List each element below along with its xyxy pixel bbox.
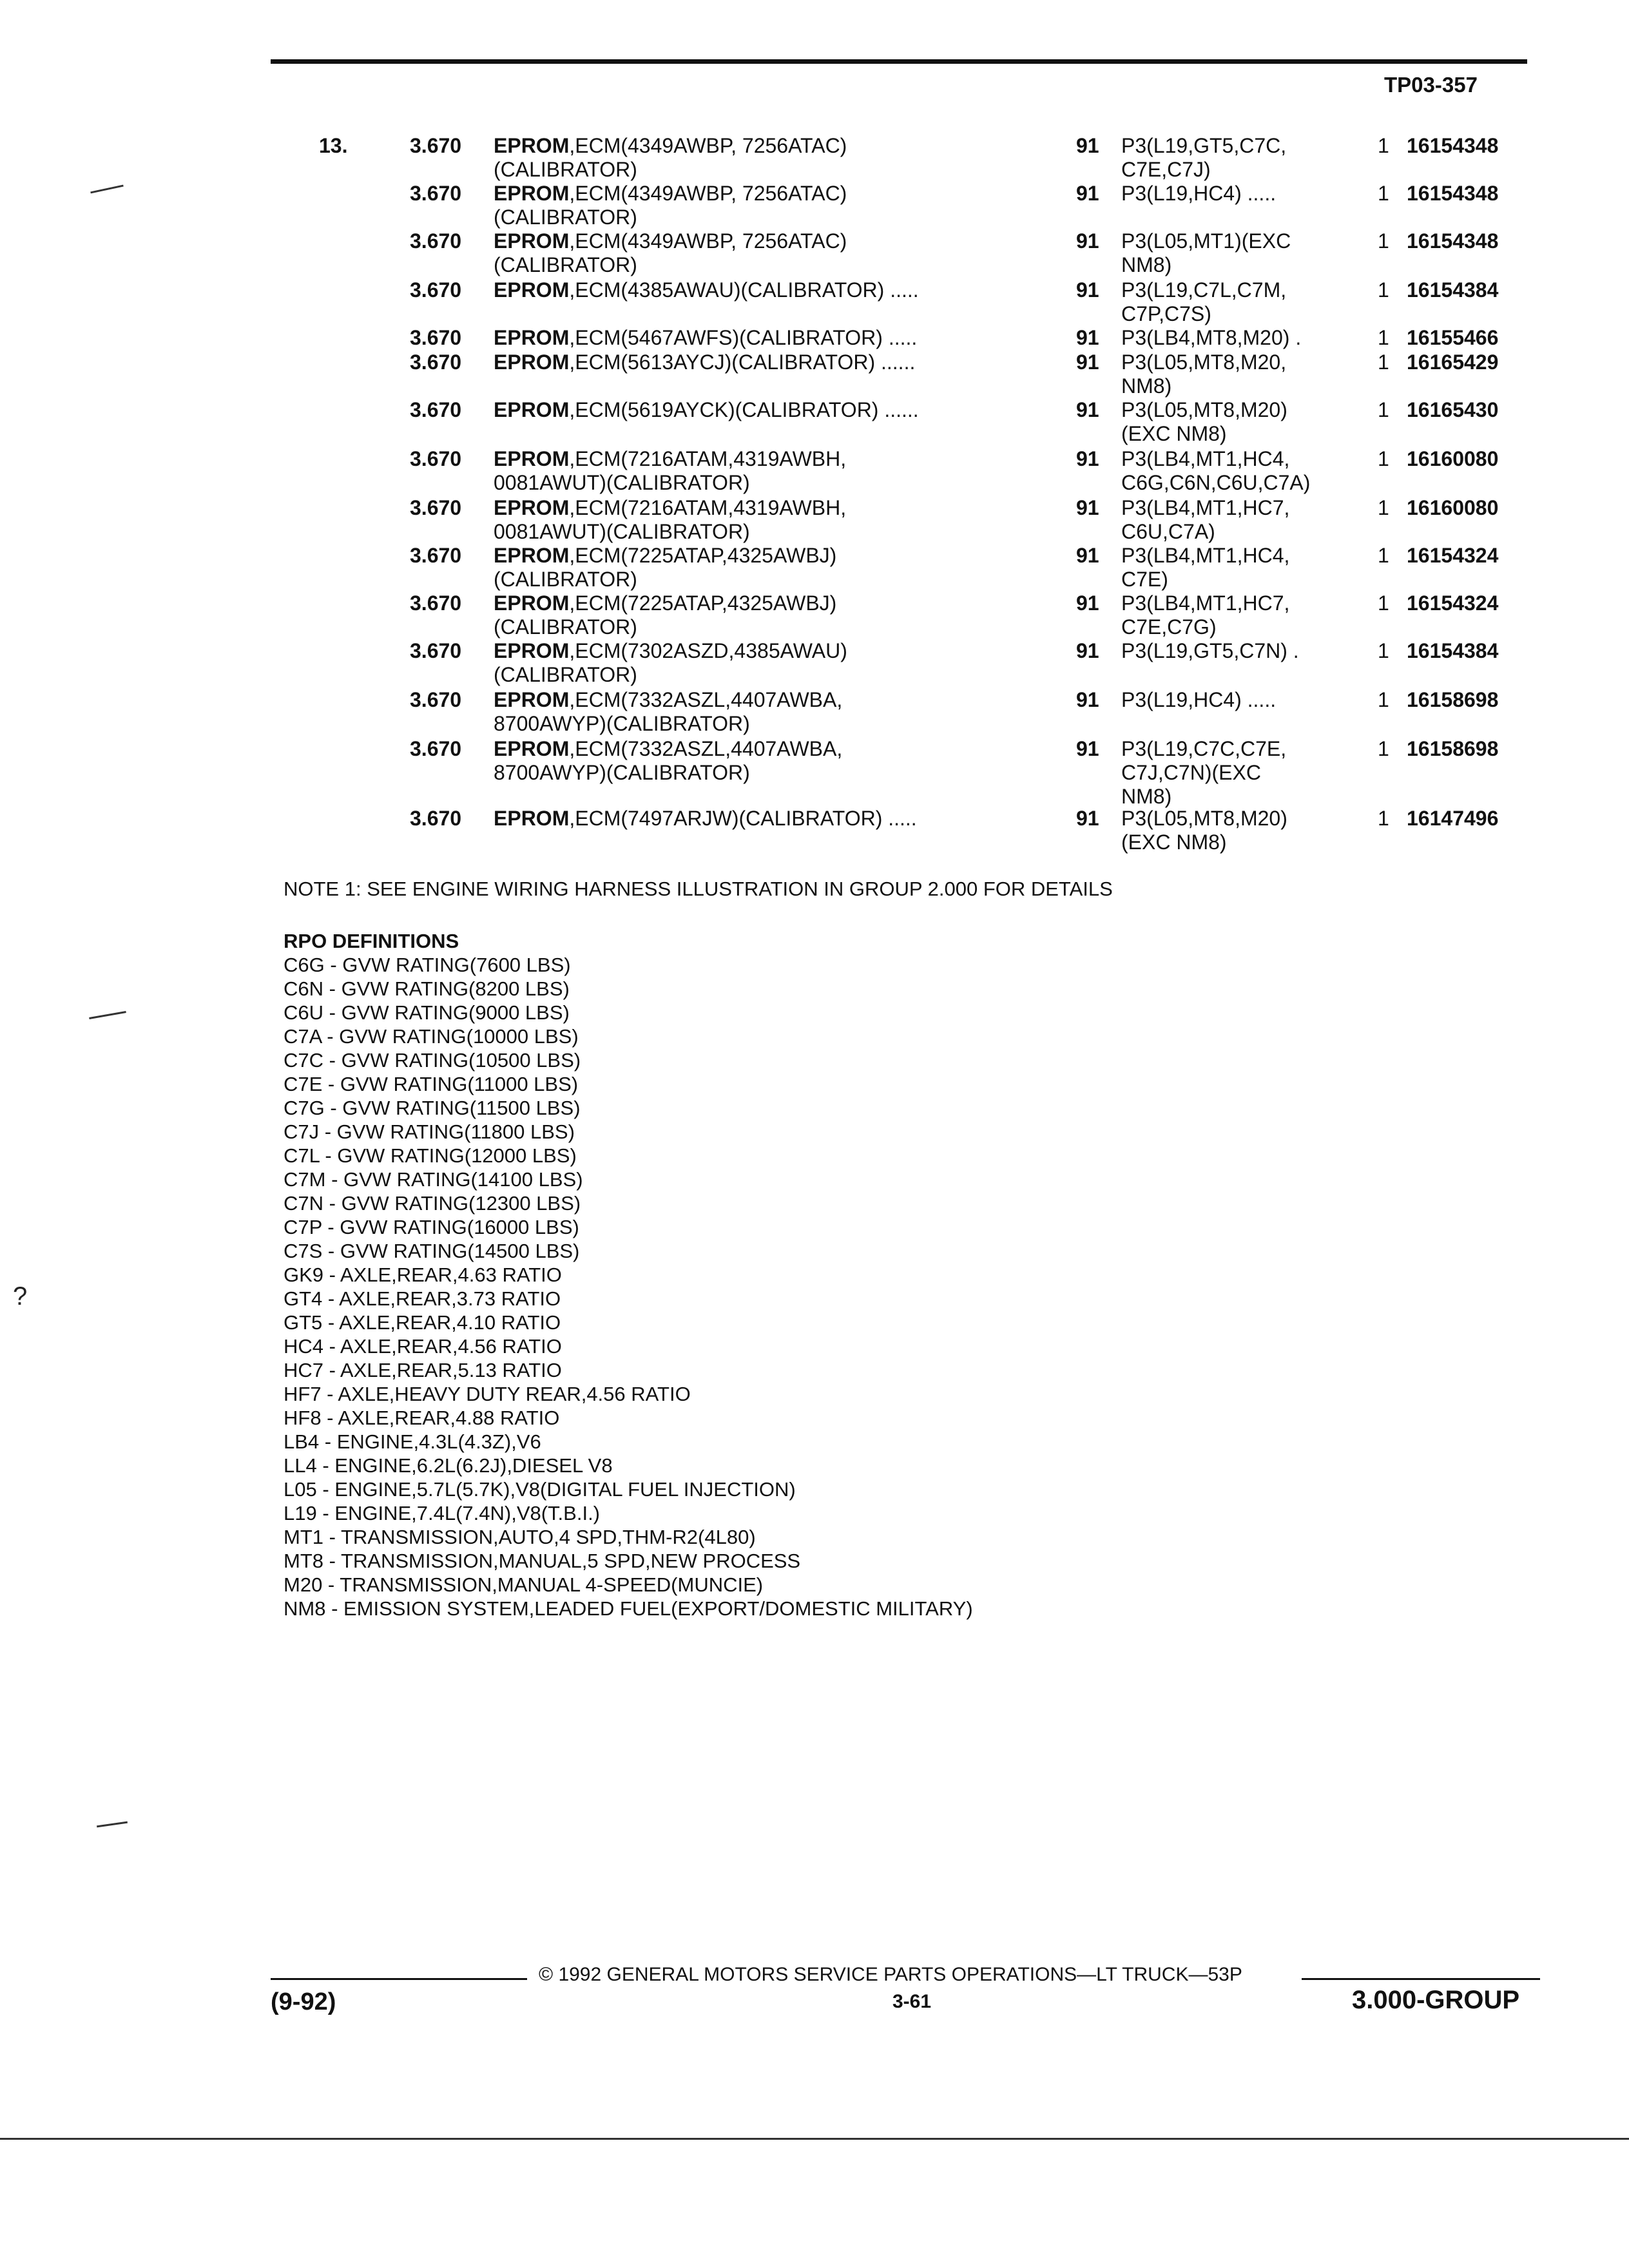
part-description bbox=[494, 351, 915, 374]
usage-line: C7J,C7N)(EXC bbox=[1121, 761, 1261, 784]
part-number: 16154324 bbox=[1407, 544, 1499, 567]
description-line-2: (CALIBRATOR) bbox=[494, 158, 637, 181]
usage-line: (EXC NM8) bbox=[1121, 831, 1227, 854]
rpo-item: C7G - GVW RATING(11500 LBS) bbox=[284, 1097, 581, 1119]
rpo-item: C6G - GVW RATING(7600 LBS) bbox=[284, 954, 571, 976]
model-year: 91 bbox=[1076, 496, 1099, 519]
usage-line: (EXC NM8) bbox=[1121, 422, 1227, 445]
usage-line: P3(LB4,MT1,HC4, bbox=[1121, 544, 1290, 567]
usage-application bbox=[1121, 398, 1287, 446]
usage-line: C7P,C7S) bbox=[1121, 302, 1211, 325]
group-number: 3.670 bbox=[410, 326, 462, 349]
description-line: ,ECM(7332ASZL,4407AWBA, bbox=[569, 737, 843, 760]
part-name: EPROM bbox=[494, 326, 570, 349]
description-line: ,ECM(4385AWAU)(CALIBRATOR) ..... bbox=[569, 278, 919, 302]
part-number: 16158698 bbox=[1407, 737, 1499, 760]
group-number: 3.670 bbox=[410, 278, 462, 302]
usage-application bbox=[1121, 229, 1291, 277]
part-description bbox=[494, 807, 917, 831]
part-name: EPROM bbox=[494, 134, 570, 157]
rpo-item: C7P - GVW RATING(16000 LBS) bbox=[284, 1216, 579, 1238]
part-description bbox=[494, 544, 836, 591]
part-name: EPROM bbox=[494, 544, 570, 567]
usage-line: P3(LB4,MT1,HC7, bbox=[1121, 591, 1290, 615]
usage-line: P3(LB4,MT1,HC7, bbox=[1121, 496, 1290, 519]
rpo-item: C6N - GVW RATING(8200 LBS) bbox=[284, 977, 570, 1000]
group-number: 3.670 bbox=[410, 544, 462, 567]
quantity: 1 bbox=[1378, 807, 1389, 830]
usage-line: C7E,C7J) bbox=[1121, 158, 1211, 181]
rpo-item: MT1 - TRANSMISSION,AUTO,4 SPD,THM-R2(4L80) bbox=[284, 1526, 756, 1548]
group-number: 3.670 bbox=[410, 134, 462, 157]
description-line: ,ECM(7332ASZL,4407AWBA, bbox=[569, 688, 843, 711]
model-year: 91 bbox=[1076, 351, 1099, 374]
usage-line: P3(L19,C7L,C7M, bbox=[1121, 278, 1287, 302]
description-line: ,ECM(7216ATAM,4319AWBH, bbox=[569, 496, 847, 519]
part-description bbox=[494, 591, 836, 639]
rpo-item: LL4 - ENGINE,6.2L(6.2J),DIESEL V8 bbox=[284, 1454, 613, 1477]
usage-line: P3(L05,MT8,M20, bbox=[1121, 351, 1287, 374]
description-line-2: (CALIBRATOR) bbox=[494, 206, 637, 229]
usage-application bbox=[1121, 807, 1287, 854]
model-year: 91 bbox=[1076, 134, 1099, 157]
model-year: 91 bbox=[1076, 807, 1099, 830]
group-number: 3.670 bbox=[410, 229, 462, 253]
part-description bbox=[494, 326, 917, 350]
usage-line: C6U,C7A) bbox=[1121, 520, 1215, 543]
part-number: 16165430 bbox=[1407, 398, 1499, 421]
group-number: 3.670 bbox=[410, 591, 462, 615]
group-number: 3.670 bbox=[410, 807, 462, 830]
part-name: EPROM bbox=[494, 351, 570, 374]
part-description bbox=[494, 278, 919, 302]
description-line-2: (CALIBRATOR) bbox=[494, 253, 637, 276]
usage-line: P3(L19,HC4) ..... bbox=[1121, 688, 1277, 711]
rpo-item: NM8 - EMISSION SYSTEM,LEADED FUEL(EXPORT/DOMESTIC MILITARY) bbox=[284, 1597, 973, 1620]
part-description bbox=[494, 639, 847, 687]
rpo-item: HC4 - AXLE,REAR,4.56 RATIO bbox=[284, 1335, 562, 1358]
rpo-item: MT8 - TRANSMISSION,MANUAL,5 SPD,NEW PROCESS bbox=[284, 1550, 801, 1572]
usage-line: P3(LB4,MT8,M20) . bbox=[1121, 326, 1302, 349]
usage-line: P3(L19,HC4) ..... bbox=[1121, 182, 1277, 205]
group-number: 3.670 bbox=[410, 639, 462, 662]
rpo-item: C7A - GVW RATING(10000 LBS) bbox=[284, 1025, 579, 1048]
part-description bbox=[494, 398, 919, 422]
part-name: EPROM bbox=[494, 398, 570, 421]
usage-line: P3(L05,MT1)(EXC bbox=[1121, 229, 1291, 253]
group-number: 3.670 bbox=[410, 688, 462, 711]
description-line: ,ECM(5619AYCK)(CALIBRATOR) ...... bbox=[569, 398, 919, 421]
rpo-item: HC7 - AXLE,REAR,5.13 RATIO bbox=[284, 1359, 562, 1381]
usage-line: P3(LB4,MT1,HC4, bbox=[1121, 447, 1290, 470]
usage-line: C7E,C7G) bbox=[1121, 615, 1217, 639]
footer-rule-right bbox=[1302, 1978, 1540, 1980]
part-number: 16154348 bbox=[1407, 182, 1499, 205]
part-number: 16154384 bbox=[1407, 639, 1499, 662]
rpo-item: LB4 - ENGINE,4.3L(4.3Z),V6 bbox=[284, 1430, 541, 1453]
usage-application bbox=[1121, 591, 1289, 639]
quantity: 1 bbox=[1378, 398, 1389, 421]
part-number: 16154348 bbox=[1407, 134, 1499, 157]
usage-line: P3(L05,MT8,M20) bbox=[1121, 398, 1287, 421]
description-line-2: 0081AWUT)(CALIBRATOR) bbox=[494, 520, 750, 543]
usage-application bbox=[1121, 326, 1301, 350]
group-number: 3.670 bbox=[410, 182, 462, 205]
model-year: 91 bbox=[1076, 229, 1099, 253]
margin-mark-2 bbox=[89, 1011, 126, 1019]
margin-mark-3 bbox=[97, 1821, 128, 1828]
usage-line: P3(L19,GT5,C7N) . bbox=[1121, 639, 1299, 662]
group-number: 3.670 bbox=[410, 351, 462, 374]
description-line: ,ECM(5467AWFS)(CALIBRATOR) ..... bbox=[569, 326, 918, 349]
part-name: EPROM bbox=[494, 182, 570, 205]
description-line: ,ECM(7302ASZD,4385AWAU) bbox=[569, 639, 847, 662]
part-description bbox=[494, 496, 846, 544]
quantity: 1 bbox=[1378, 229, 1389, 253]
description-line-2: 8700AWYP)(CALIBRATOR) bbox=[494, 761, 750, 784]
rpo-item: C6U - GVW RATING(9000 LBS) bbox=[284, 1001, 570, 1024]
rpo-item: C7C - GVW RATING(10500 LBS) bbox=[284, 1049, 581, 1072]
part-number: 16158698 bbox=[1407, 688, 1499, 711]
usage-application bbox=[1121, 351, 1286, 398]
usage-application bbox=[1121, 447, 1310, 495]
part-name: EPROM bbox=[494, 278, 570, 302]
usage-application bbox=[1121, 737, 1286, 809]
rpo-title: RPO DEFINITIONS bbox=[284, 930, 459, 952]
rpo-item: C7N - GVW RATING(12300 LBS) bbox=[284, 1192, 581, 1215]
part-description bbox=[494, 134, 847, 182]
usage-application bbox=[1121, 639, 1299, 663]
quantity: 1 bbox=[1378, 737, 1389, 760]
quantity: 1 bbox=[1378, 326, 1389, 349]
part-number: 16160080 bbox=[1407, 496, 1499, 519]
model-year: 91 bbox=[1076, 398, 1099, 421]
rpo-item: C7M - GVW RATING(14100 LBS) bbox=[284, 1168, 583, 1191]
footer-group: 3.000-GROUP bbox=[1352, 1986, 1520, 2014]
part-number: 16155466 bbox=[1407, 326, 1499, 349]
part-number: 16165429 bbox=[1407, 351, 1499, 374]
description-line-2: (CALIBRATOR) bbox=[494, 615, 637, 639]
part-name: EPROM bbox=[494, 447, 570, 470]
quantity: 1 bbox=[1378, 278, 1389, 302]
model-year: 91 bbox=[1076, 737, 1099, 760]
rpo-item: GT5 - AXLE,REAR,4.10 RATIO bbox=[284, 1311, 561, 1334]
rpo-definitions bbox=[284, 929, 973, 1620]
description-line: ,ECM(7225ATAP,4325AWBJ) bbox=[569, 591, 837, 615]
rpo-list bbox=[284, 953, 973, 1620]
part-name: EPROM bbox=[494, 737, 570, 760]
usage-line: NM8) bbox=[1121, 785, 1172, 808]
part-description bbox=[494, 229, 847, 277]
description-line-2: 8700AWYP)(CALIBRATOR) bbox=[494, 712, 750, 735]
part-number: 16160080 bbox=[1407, 447, 1499, 470]
description-line: ,ECM(4349AWBP, 7256ATAC) bbox=[569, 134, 847, 157]
rpo-item: C7E - GVW RATING(11000 LBS) bbox=[284, 1073, 579, 1095]
rpo-item: GT4 - AXLE,REAR,3.73 RATIO bbox=[284, 1287, 561, 1310]
usage-line: NM8) bbox=[1121, 374, 1172, 398]
item-number: 13. bbox=[319, 134, 348, 157]
parts-list bbox=[0, 0, 1629, 902]
rpo-item: L19 - ENGINE,7.4L(7.4N),V8(T.B.I.) bbox=[284, 1502, 601, 1524]
usage-line: C6G,C6N,C6U,C7A) bbox=[1121, 471, 1311, 494]
part-description bbox=[494, 447, 846, 495]
description-line: ,ECM(5613AYCJ)(CALIBRATOR) ...... bbox=[569, 351, 916, 374]
group-number: 3.670 bbox=[410, 398, 462, 421]
rpo-item: C7L - GVW RATING(12000 LBS) bbox=[284, 1144, 577, 1167]
description-line: ,ECM(4349AWBP, 7256ATAC) bbox=[569, 229, 847, 253]
footer-copyright: © 1992 GENERAL MOTORS SERVICE PARTS OPERATIONS—LT TRUCK—53P bbox=[539, 1964, 1242, 1985]
usage-application bbox=[1121, 278, 1286, 326]
part-name: EPROM bbox=[494, 496, 570, 519]
footer-date: (9-92) bbox=[271, 1988, 336, 2015]
usage-application bbox=[1121, 182, 1276, 206]
quantity: 1 bbox=[1378, 688, 1389, 711]
model-year: 91 bbox=[1076, 182, 1099, 205]
usage-line: NM8) bbox=[1121, 253, 1172, 276]
footer-rule-left bbox=[271, 1978, 527, 1980]
group-number: 3.670 bbox=[410, 737, 462, 760]
model-year: 91 bbox=[1076, 639, 1099, 662]
group-number: 3.670 bbox=[410, 447, 462, 470]
description-line-2: (CALIBRATOR) bbox=[494, 663, 637, 686]
scan-edge-line bbox=[0, 2138, 1629, 2140]
part-name: EPROM bbox=[494, 229, 570, 253]
model-year: 91 bbox=[1076, 326, 1099, 349]
part-name: EPROM bbox=[494, 807, 570, 830]
usage-line: P3(L19,GT5,C7C, bbox=[1121, 134, 1287, 157]
usage-line: P3(L05,MT8,M20) bbox=[1121, 807, 1287, 830]
model-year: 91 bbox=[1076, 688, 1099, 711]
page-number: 3-61 bbox=[892, 1991, 932, 2012]
part-name: EPROM bbox=[494, 688, 570, 711]
group-number: 3.670 bbox=[410, 496, 462, 519]
description-line-2: 0081AWUT)(CALIBRATOR) bbox=[494, 471, 750, 494]
quantity: 1 bbox=[1378, 351, 1389, 374]
margin-glyph: ? bbox=[13, 1282, 28, 1311]
usage-application bbox=[1121, 496, 1289, 544]
quantity: 1 bbox=[1378, 639, 1389, 662]
usage-application bbox=[1121, 544, 1289, 591]
part-description bbox=[494, 182, 847, 229]
usage-line: C7E) bbox=[1121, 568, 1168, 591]
rpo-item: C7S - GVW RATING(14500 LBS) bbox=[284, 1240, 580, 1262]
part-name: EPROM bbox=[494, 639, 570, 662]
model-year: 91 bbox=[1076, 544, 1099, 567]
quantity: 1 bbox=[1378, 134, 1389, 157]
description-line: ,ECM(4349AWBP, 7256ATAC) bbox=[569, 182, 847, 205]
model-year: 91 bbox=[1076, 447, 1099, 470]
part-description bbox=[494, 688, 842, 736]
model-year: 91 bbox=[1076, 591, 1099, 615]
rpo-item: C7J - GVW RATING(11800 LBS) bbox=[284, 1120, 575, 1143]
rpo-item: GK9 - AXLE,REAR,4.63 RATIO bbox=[284, 1264, 562, 1286]
quantity: 1 bbox=[1378, 496, 1389, 519]
description-line: ,ECM(7216ATAM,4319AWBH, bbox=[569, 447, 847, 470]
quantity: 1 bbox=[1378, 182, 1389, 205]
description-line-2: (CALIBRATOR) bbox=[494, 568, 637, 591]
part-number: 16147496 bbox=[1407, 807, 1499, 830]
usage-application bbox=[1121, 134, 1286, 182]
part-number: 16154348 bbox=[1407, 229, 1499, 253]
description-line: ,ECM(7497ARJW)(CALIBRATOR) ..... bbox=[569, 807, 917, 830]
quantity: 1 bbox=[1378, 591, 1389, 615]
part-number: 16154324 bbox=[1407, 591, 1499, 615]
document-id: TP03-357 bbox=[1384, 73, 1478, 97]
rpo-item: L05 - ENGINE,5.7L(5.7K),V8(DIGITAL FUEL INJECTION) bbox=[284, 1478, 796, 1501]
quantity: 1 bbox=[1378, 544, 1389, 567]
quantity: 1 bbox=[1378, 447, 1389, 470]
usage-application bbox=[1121, 688, 1276, 712]
note-text: NOTE 1: SEE ENGINE WIRING HARNESS ILLUSTRATION IN GROUP 2.000 FOR DETAILS bbox=[284, 878, 1113, 900]
rpo-item: HF8 - AXLE,REAR,4.88 RATIO bbox=[284, 1407, 560, 1429]
part-number: 16154384 bbox=[1407, 278, 1499, 302]
rpo-item: M20 - TRANSMISSION,MANUAL 4-SPEED(MUNCIE) bbox=[284, 1573, 764, 1596]
part-description bbox=[494, 737, 842, 785]
usage-line: P3(L19,C7C,C7E, bbox=[1121, 737, 1287, 760]
model-year: 91 bbox=[1076, 278, 1099, 302]
rpo-item: HF7 - AXLE,HEAVY DUTY REAR,4.56 RATIO bbox=[284, 1383, 691, 1405]
part-name: EPROM bbox=[494, 591, 570, 615]
description-line: ,ECM(7225ATAP,4325AWBJ) bbox=[569, 544, 837, 567]
